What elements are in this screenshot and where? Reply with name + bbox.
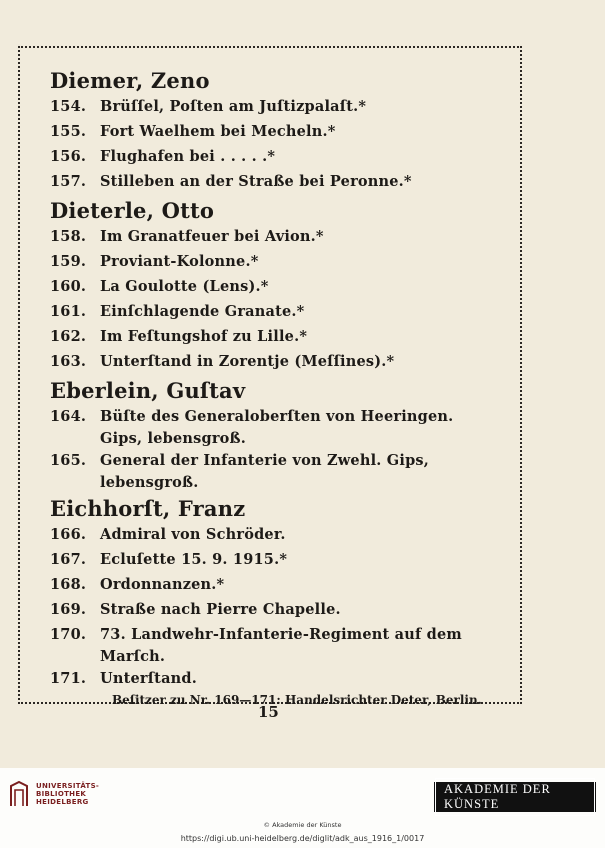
entry-title: Einſchlagende Granate.* bbox=[100, 303, 305, 320]
entry-title: La Goulotte (Lens).* bbox=[100, 278, 269, 295]
entry-number: 154. bbox=[50, 98, 87, 115]
catalog-entry bbox=[50, 351, 500, 376]
entry-number: 164. bbox=[50, 408, 87, 425]
entry-title: Unterſtand. bbox=[100, 670, 198, 687]
entry-title: Büſte des Generaloberſten von Heeringen. Gips, lebensgroß. bbox=[100, 408, 454, 447]
entry-number: 169. bbox=[50, 601, 87, 618]
entry-title: Im Feſtungshof zu Lille.* bbox=[100, 328, 308, 345]
entry-title: Ecluſette 15. 9. 1915.* bbox=[100, 551, 288, 568]
source-url[interactable]: https://digi.ub.uni-heidelberg.de/diglit/adk_aus_1916_1/0017 bbox=[180, 834, 425, 843]
catalog-entry bbox=[50, 171, 500, 196]
entry-number: 170. bbox=[50, 626, 87, 643]
entry-title: Flughafen bei . . . . .* bbox=[100, 148, 276, 165]
artist-heading: Dieterle, Otto bbox=[50, 198, 215, 223]
catalog-content bbox=[50, 66, 500, 709]
entry-title: Stilleben an der Straße bei Peronne.* bbox=[100, 173, 412, 190]
catalog-entry bbox=[50, 574, 500, 599]
catalog-entry bbox=[50, 121, 500, 146]
entry-number: 155. bbox=[50, 123, 87, 140]
library-emblem-icon bbox=[8, 780, 30, 808]
catalog-entry bbox=[50, 524, 500, 549]
entry-number: 158. bbox=[50, 228, 87, 245]
entry-number: 168. bbox=[50, 576, 87, 593]
catalog-entry bbox=[50, 668, 500, 693]
entry-title: Ordonnanzen.* bbox=[100, 576, 225, 593]
entry-number: 157. bbox=[50, 173, 87, 190]
copyright-text: © Akademie der Künste bbox=[263, 821, 342, 829]
catalog-entry bbox=[50, 326, 500, 351]
entry-title: Straße nach Pierre Chapelle. bbox=[100, 601, 341, 618]
artist-heading: Eichhorſt, Franz bbox=[50, 496, 246, 521]
catalog-entry bbox=[50, 96, 500, 121]
entry-number: 160. bbox=[50, 278, 87, 295]
entry-title: Brüſſel, Poſten am Juſtizpalaſt.* bbox=[100, 98, 367, 115]
catalog-entry bbox=[50, 624, 500, 668]
library-name: UNIVERSITÄTS- BIBLIOTHEK HEIDELBERG bbox=[36, 782, 100, 806]
entry-title: Im Granatfeuer bei Avion.* bbox=[100, 228, 324, 245]
entry-number: 167. bbox=[50, 551, 87, 568]
catalog-entry bbox=[50, 251, 500, 276]
artist-heading: Diemer, Zeno bbox=[50, 68, 210, 93]
owner-note: Beſitzer zu Nr. 169—171: Handelsrichter Deter, Berlin. bbox=[112, 693, 482, 707]
entry-title: Proviant-Kolonne.* bbox=[100, 253, 259, 270]
akademie-label: AKADEMIE DER KÜNSTE bbox=[435, 778, 595, 816]
entry-number: 166. bbox=[50, 526, 87, 543]
entry-title: Unterſtand in Zorentje (Meſſines).* bbox=[100, 353, 395, 370]
entry-number: 156. bbox=[50, 148, 87, 165]
artist-heading: Eberlein, Guſtav bbox=[50, 378, 246, 403]
entry-number: 161. bbox=[50, 303, 87, 320]
entry-number: 165. bbox=[50, 452, 87, 469]
catalog-entry bbox=[50, 549, 500, 574]
catalog-entry bbox=[50, 146, 500, 171]
catalog-entry bbox=[50, 599, 500, 624]
entry-title: General der Infanterie von Zwehl. Gips, lebensgroß. bbox=[100, 452, 430, 491]
entry-number: 171. bbox=[50, 670, 87, 687]
entry-number: 162. bbox=[50, 328, 87, 345]
entry-title: Fort Waelhem bei Mecheln.* bbox=[100, 123, 336, 140]
catalog-entry bbox=[50, 301, 500, 326]
university-library-logo[interactable] bbox=[8, 780, 99, 808]
catalog-entry bbox=[50, 276, 500, 301]
entry-number: 163. bbox=[50, 353, 87, 370]
entry-title: Admiral von Schröder. bbox=[100, 526, 286, 543]
catalog-entry bbox=[50, 226, 500, 251]
page-number: 15 bbox=[258, 703, 279, 721]
akademie-logo[interactable] bbox=[434, 782, 596, 812]
catalog-entry bbox=[50, 406, 500, 450]
catalog-entry bbox=[50, 450, 500, 494]
entry-number: 159. bbox=[50, 253, 87, 270]
entry-title: 73. Landwehr-Infanterie-Regiment auf dem Marſch. bbox=[100, 626, 462, 665]
